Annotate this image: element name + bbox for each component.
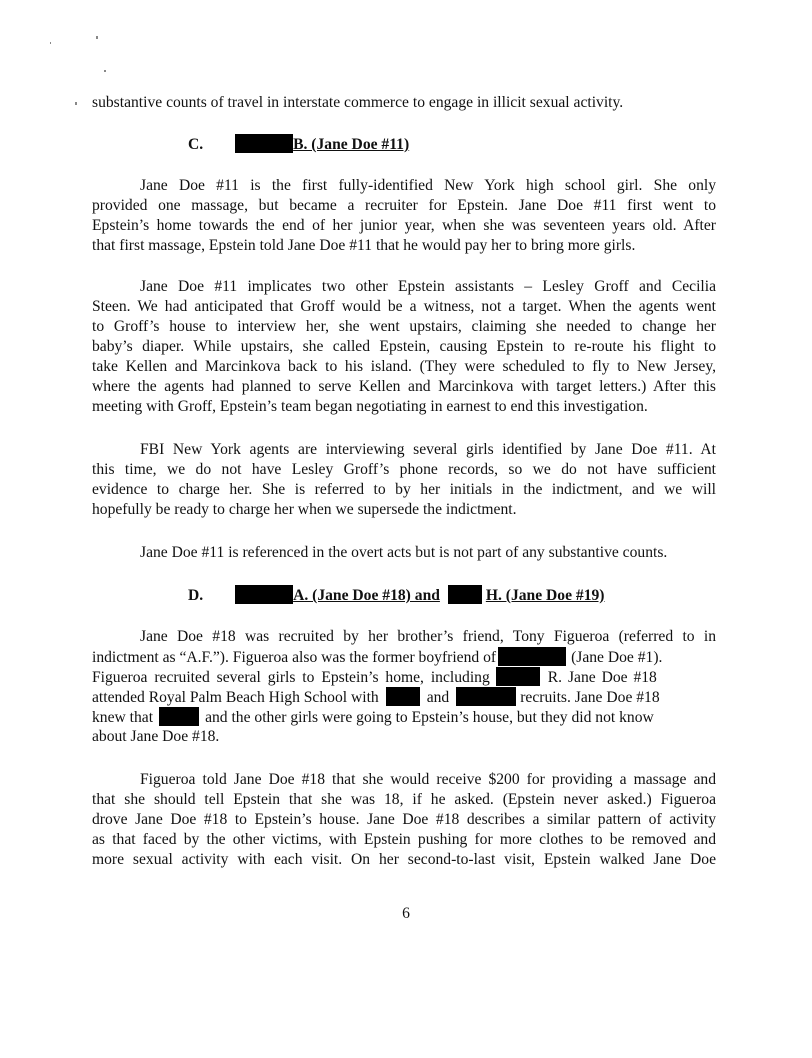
text-line: more sexual activity with each visit. On her second-to-last visit, Epstein walked Jane Doe <box>92 851 716 868</box>
text-segment: attended Royal Palm Beach High School with <box>92 689 379 706</box>
text-segment: and the other girls were going to Epstein’s house, but they did not know <box>205 709 654 726</box>
text-line: this time, we do not have Lesley Groff’s phone records, so we do not have sufficient <box>92 461 716 478</box>
text-line: that she should tell Epstein that she was 18, if he asked. (Epstein never asked.) Figueroa <box>92 791 716 808</box>
text-line: Jane Doe #11 is referenced in the overt acts but is not part of any substantive counts. <box>140 544 668 561</box>
text-line: where the agents had planned to serve Kellen and Marcinkova with target letters.) After this <box>92 378 716 395</box>
scan-speck <box>50 42 51 44</box>
text-line <box>92 667 716 688</box>
text-line: FBI New York agents are interviewing several girls identified by Jane Doe #11. At <box>140 441 716 458</box>
scan-speck <box>96 36 98 39</box>
section-letter: C. <box>188 136 204 153</box>
redaction-box <box>386 687 420 706</box>
text-line: about Jane Doe #18. <box>92 728 220 745</box>
section-title-part-a: A. (Jane Doe #18) and <box>293 587 440 604</box>
scan-speck <box>75 102 77 105</box>
section-heading-d <box>188 585 605 606</box>
text-line: baby’s diaper. While upstairs, she called Epstein, causing Epstein to re-route his flight to <box>92 338 716 355</box>
redaction-box <box>159 707 199 726</box>
text-line: as that faced by the other victims, with Epstein pushing for more clothes to be removed and <box>92 831 716 848</box>
text-line: meeting with Groff, Epstein’s team began negotiating in earnest to end this investigation. <box>92 398 648 415</box>
text-segment: indictment as “A.F.”). Figueroa also was the former boyfriend of <box>92 649 497 666</box>
section-heading-c <box>188 134 409 155</box>
text-line: hopefully be ready to charge her when we supersede the indictment. <box>92 501 517 518</box>
text-line: take Kellen and Marcinkova back to his island. (They were scheduled to fly to New Jersey, <box>92 358 716 375</box>
text-line: Jane Doe #18 was recruited by her brother’s friend, Tony Figueroa (referred to in <box>140 628 716 645</box>
scan-speck <box>104 70 106 72</box>
redaction-box <box>456 687 516 706</box>
text-line: that first massage, Epstein told Jane Doe #11 that he would pay her to bring more girls. <box>92 237 636 254</box>
text-segment: Figueroa recruited several girls to Epstein’s home, including <box>92 669 490 686</box>
text-line: Epstein’s home towards the end of her junior year, when she was seventeen years old. After <box>92 217 716 234</box>
text-line: substantive counts of travel in interstate commerce to engage in illicit sexual activity. <box>92 94 624 111</box>
redaction-box <box>498 647 566 666</box>
text-segment: and <box>426 689 450 706</box>
text-segment: recruits. Jane Doe #18 <box>520 689 660 706</box>
section-title: B. (Jane Doe #11) <box>293 136 410 153</box>
text-line: provided one massage, but became a recruiter for Epstein. Jane Doe #11 first went to <box>92 197 716 214</box>
text-line: Jane Doe #11 is the first fully-identified New York high school girl. She only <box>140 177 716 194</box>
text-line <box>92 687 716 708</box>
section-letter: D. <box>188 587 204 604</box>
redaction-box <box>235 134 293 153</box>
text-segment: (Jane Doe #1). <box>571 649 663 666</box>
text-line <box>92 707 716 728</box>
text-line: drove Jane Doe #18 to Epstein’s house. Jane Doe #18 describes a similar pattern of activity <box>92 811 716 828</box>
redaction-box <box>448 585 482 604</box>
text-segment: R. Jane Doe #18 <box>547 669 657 686</box>
text-line: evidence to charge her. She is referred to by her initials in the indictment, and we will <box>92 481 716 498</box>
redaction-box <box>235 585 293 604</box>
redaction-box <box>496 667 540 686</box>
page-number: 6 <box>402 905 410 922</box>
text-line: Jane Doe #11 implicates two other Epstein assistants – Lesley Groff and Cecilia <box>140 278 716 295</box>
text-line: to Groff’s house to interview her, she went upstairs, claiming she needed to change her <box>92 318 716 335</box>
text-line: Steen. We had anticipated that Groff would be a witness, not a target. When the agents went <box>92 298 716 315</box>
text-line <box>92 647 716 668</box>
section-title-part-b: H. (Jane Doe #19) <box>485 587 605 604</box>
text-segment: knew that <box>92 709 154 726</box>
text-line: Figueroa told Jane Doe #18 that she would receive $200 for providing a massage and <box>140 771 716 788</box>
